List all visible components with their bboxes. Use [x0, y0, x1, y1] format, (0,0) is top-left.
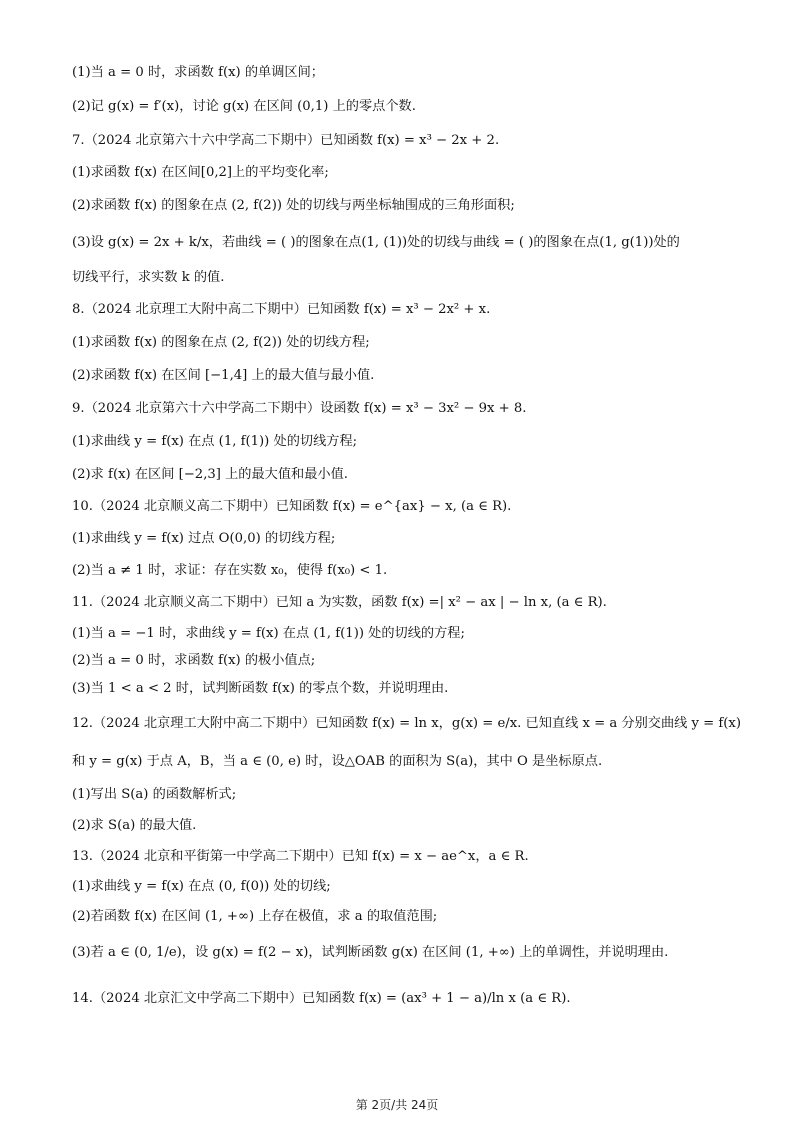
text-line: 和 y = g(x) 于点 A，B，当 a ∈ (0, e) 时，设△OAB 的面积为 S(a)，其中 O 是坐标原点. [72, 754, 603, 769]
text-line: (2)求 f(x) 在区间 [−2,3] 上的最大值和最小值. [72, 467, 348, 482]
text-line: (2)求函数 f(x) 在区间 [−1,4] 上的最大值与最小值. [72, 368, 375, 383]
text-line: (1)当 a = 0 时，求函数 f(x) 的单调区间； [72, 65, 324, 80]
text-line: 切线平行，求实数 k 的值. [72, 270, 225, 285]
text-line: (3)设 g(x) = 2x + k/x，若曲线 = ( )的图象在点(1, (1))处的切线与曲线 = ( )的图象在点(1, g(1))处的 [72, 235, 680, 250]
question-12-stem: 12.（2024 北京理工大附中高二下期中）已知函数 f(x) = ln x，g(x) = e/x. 已知直线 x = a 分别交曲线 y = f(x) [72, 716, 742, 731]
text-line: (2)当 a ≠ 1 时，求证：存在实数 x₀，使得 f(x₀) < 1. [72, 563, 388, 578]
text-line: (1)求曲线 y = f(x) 过点 O(0,0) 的切线方程; [72, 531, 336, 546]
question-9-stem: 9.（2024 北京第六十六中学高二下期中）设函数 f(x) = x³ − 3x² − 9x + 8. [72, 401, 527, 416]
text-line: (2)若函数 f(x) 在区间 (1, +∞) 上存在极值，求 a 的取值范围; [72, 909, 438, 924]
question-8-stem: 8.（2024 北京理工大附中高二下期中）已知函数 f(x) = x³ − 2x² + x. [72, 302, 491, 317]
text-line: (3)当 1 < a < 2 时，试判断函数 f(x) 的零点个数，并说明理由. [72, 681, 449, 696]
text-line: (1)当 a = −1 时，求曲线 y = f(x) 在点 (1, f(1)) 处的切线的方程; [72, 626, 465, 641]
question-13-stem: 13.（2024 北京和平街第一中学高二下期中）已知 f(x) = x − ae^x，a ∈ R. [72, 849, 529, 864]
question-7-stem: 7.（2024 北京第六十六中学高二下期中）已知函数 f(x) = x³ − 2x + 2. [72, 133, 500, 148]
question-10-stem: 10.（2024 北京顺义高二下期中）已知函数 f(x) = e^{ax} − x, (a ∈ R). [72, 499, 512, 514]
text-line: (1)求曲线 y = f(x) 在点 (0, f(0)) 处的切线; [72, 879, 331, 894]
text-line: (1)求函数 f(x) 的图象在点 (2, f(2)) 处的切线方程; [72, 335, 370, 350]
text-line: (1)求曲线 y = f(x) 在点 (1, f(1)) 处的切线方程; [72, 434, 358, 449]
question-14-stem: 14.（2024 北京汇文中学高二下期中）已知函数 f(x) = (ax³ + 1 − a)/ln x (a ∈ R). [72, 991, 571, 1006]
page-footer: 第 2页/共 24页 [355, 1098, 439, 1112]
text-line: (2)求函数 f(x) 的图象在点 (2, f(2)) 处的切线与两坐标轴围成的三角形面积; [72, 198, 515, 213]
text-line: (2)记 g(x) = f′(x)，讨论 g(x) 在区间 (0,1) 上的零点个数. [72, 99, 416, 114]
text-line: (2)求 S(a) 的最大值. [72, 818, 197, 833]
question-11-stem: 11.（2024 北京顺义高二下期中）已知 a 为实数，函数 f(x) =| x² − ax | − ln x, (a ∈ R). [72, 595, 607, 610]
text-line: (1)写出 S(a) 的函数解析式; [72, 787, 237, 802]
text-line: (3)若 a ∈ (0, 1/e)，设 g(x) = f(2 − x)，试判断函数 g(x) 在区间 (1, +∞) 上的单调性，并说明理由. [72, 945, 669, 960]
text-line: (1)求函数 f(x) 在区间[0,2]上的平均变化率; [72, 165, 329, 180]
text-line: (2)当 a = 0 时，求函数 f(x) 的极小值点; [72, 653, 316, 668]
